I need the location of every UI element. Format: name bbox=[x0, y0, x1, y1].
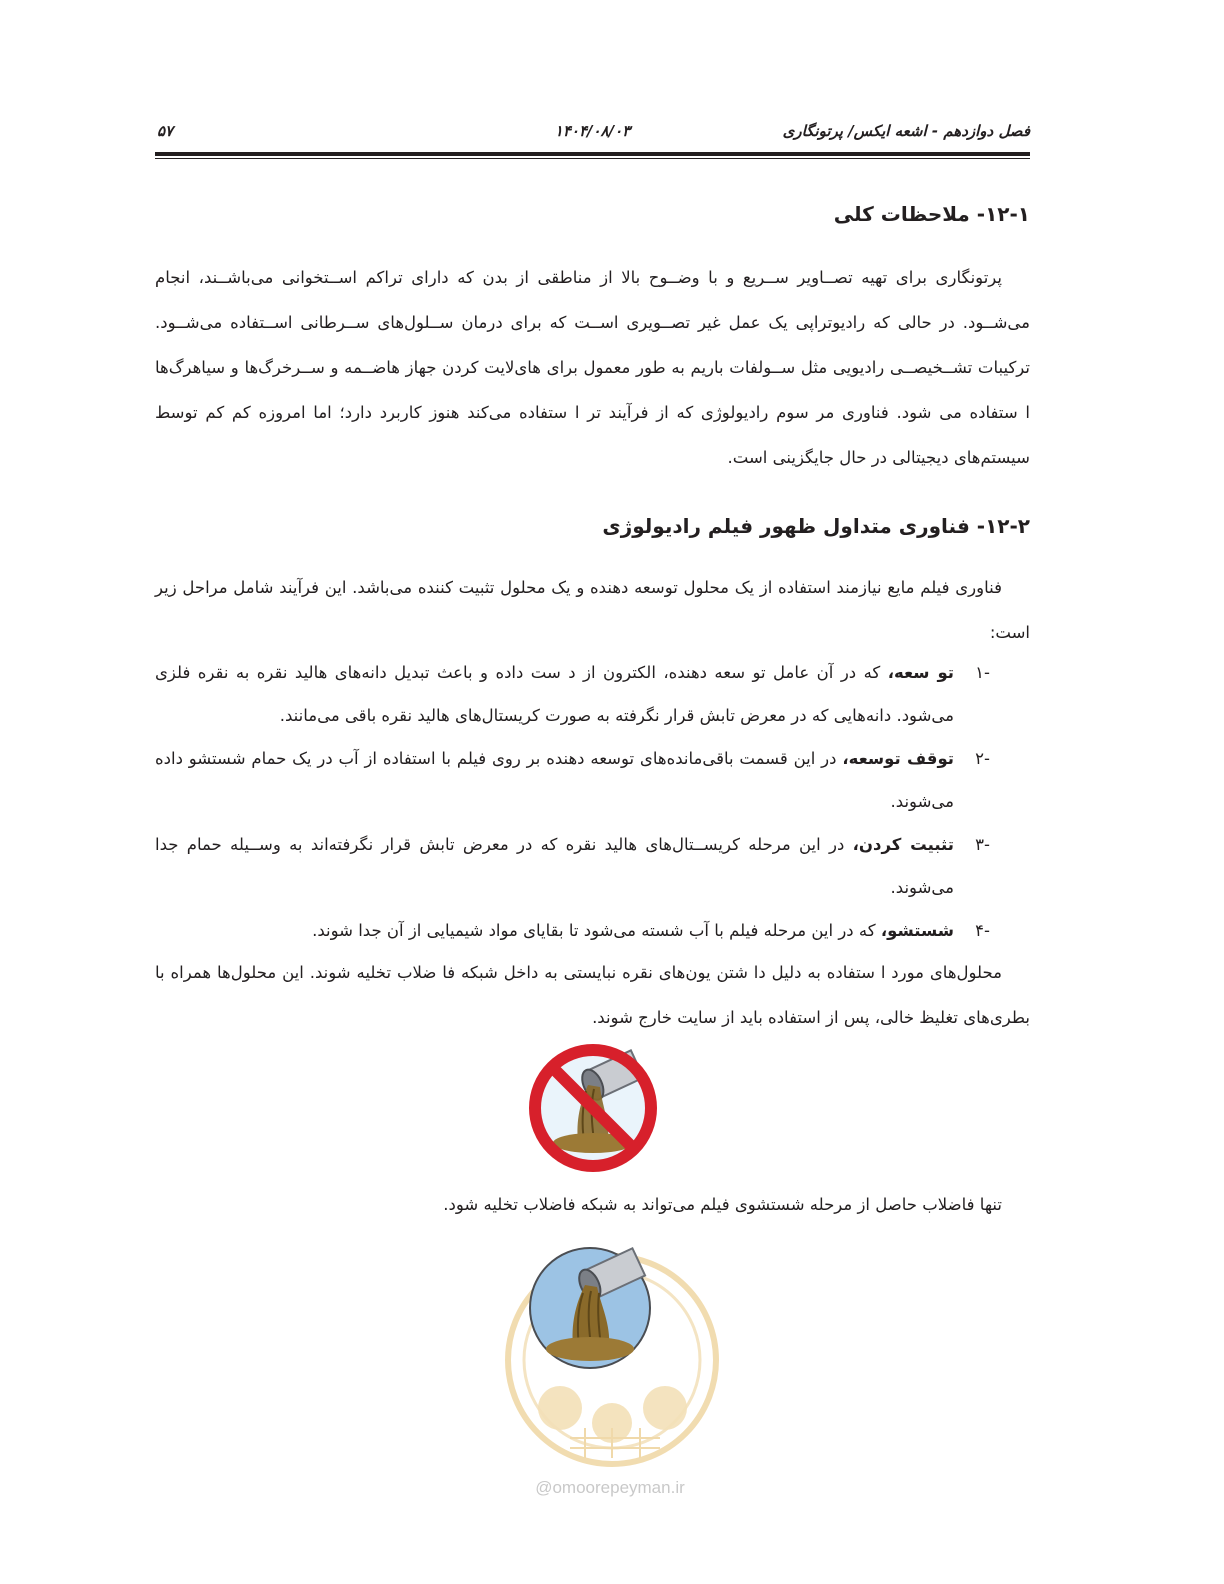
watermark-text: @omoorepeyman.ir bbox=[535, 1478, 685, 1497]
list-item bbox=[155, 909, 1030, 952]
discharge-allowed-icon bbox=[525, 1243, 655, 1373]
step-number: -۳ bbox=[975, 835, 990, 854]
step-text: که در آن عامل تو سعه دهنده، الکترون از د ست داده و باعث تبدیل دانه‌های هالید نقره به نقره فلزی می‌شود. دانه‌هایی که در معرض تابش قرار نگرفته به صورت کریستال‌های هالید نقره باقی می‌مانند. bbox=[155, 663, 954, 725]
list-item bbox=[155, 823, 1030, 909]
document-page bbox=[155, 110, 1030, 1027]
step-text: که در این مرحله فیلم با آب شسته می‌شود تا بقایای مواد شیمیایی از آن جدا شوند. bbox=[312, 921, 881, 940]
step-number: -۴ bbox=[975, 921, 990, 940]
step-number: -۲ bbox=[975, 749, 990, 768]
section-heading-film-processing: ۱۲-۲- فناوری متداول ظهور فیلم رادیولوژی bbox=[602, 514, 1030, 538]
page-header bbox=[155, 110, 1030, 150]
section-paragraph-general: پرتونگاری برای تهیه تصــاویر ســریع و با وضــوح بالا از مناطقی از بدن که دارای تراکم اســتخوانی می‌باشــند، انجام می‌شــود. در حالی که رادیوتراپی یک عمل غیر تصــویری اســت که برای درمان ســلول‌های ســرطانی اســتفاده می‌شــود. ترکیبات تشــخیصــی رادیویی مثل ســولفات باریم به طور معمول برای های‌لایت کردن جهاز هاضــمه و ســرخرگ‌ها و سیاهرگ‌ها ا ستفاده می شود. فناوری مر سوم رادیولوژی که از فرآیند تر ا ستفاده می‌کند هنوز کاربرد دارد؛ اما امروزه کم کم توسط سیستم‌های دیجیتالی در حال جایگزینی است. bbox=[155, 268, 1030, 467]
page-number: ۵۷ bbox=[157, 122, 174, 140]
step-term: تثبیت کردن، bbox=[852, 835, 954, 854]
header-date: ۱۴۰۴/۰۸/۰۳ bbox=[554, 122, 631, 140]
chapter-title: فصل دوازدهم - اشعه ایکس/ پرتونگاری bbox=[782, 122, 1030, 140]
step-term: تو سعه، bbox=[887, 663, 954, 682]
header-rule-thick bbox=[155, 152, 1030, 156]
step-number: -۱ bbox=[975, 663, 990, 682]
step-term: شستشو، bbox=[880, 921, 954, 940]
section-paragraph-closing: محلول‌های مورد ا ستفاده به دلیل دا شتن یون‌های نقره نبایستی به داخل شبکه فا ضلاب تخلیه شوند. این محلول‌ها همراه با بطری‌های تغلیظ خالی، پس از استفاده باید از سایت خارج شوند. bbox=[155, 963, 1030, 1027]
header-rule-thin bbox=[155, 158, 1030, 159]
step-term: توقف توسعه، bbox=[842, 749, 955, 768]
list-item bbox=[155, 651, 1030, 737]
no-discharge-icon bbox=[528, 1043, 658, 1173]
figure-caption: تنها فاضلاب حاصل از مرحله شستشوی فیلم می‌تواند به شبکه فاضلاب تخلیه شود. bbox=[443, 1195, 1002, 1214]
step-text: در این قسمت باقی‌مانده‌های توسعه دهنده بر روی فیلم با استفاده از آب در یک حمام شستشو داده می‌شوند. bbox=[155, 749, 954, 811]
section-heading-general: ۱۲-۱- ملاحظات کلی bbox=[833, 202, 1030, 226]
list-item bbox=[155, 737, 1030, 823]
process-steps-list bbox=[155, 651, 1030, 952]
step-text: در این مرحله کریســتال‌های هالید نقره که در معرض تابش قرار نگرفته‌اند به وســیله حمام جدا می‌شوند. bbox=[155, 835, 954, 897]
section-paragraph-intro: فناوری فیلم مایع نیازمند استفاده از یک محلول توسعه دهنده و یک محلول تثبیت کننده می‌باشد. این فرآیند شامل مراحل زیر است: bbox=[155, 578, 1030, 642]
